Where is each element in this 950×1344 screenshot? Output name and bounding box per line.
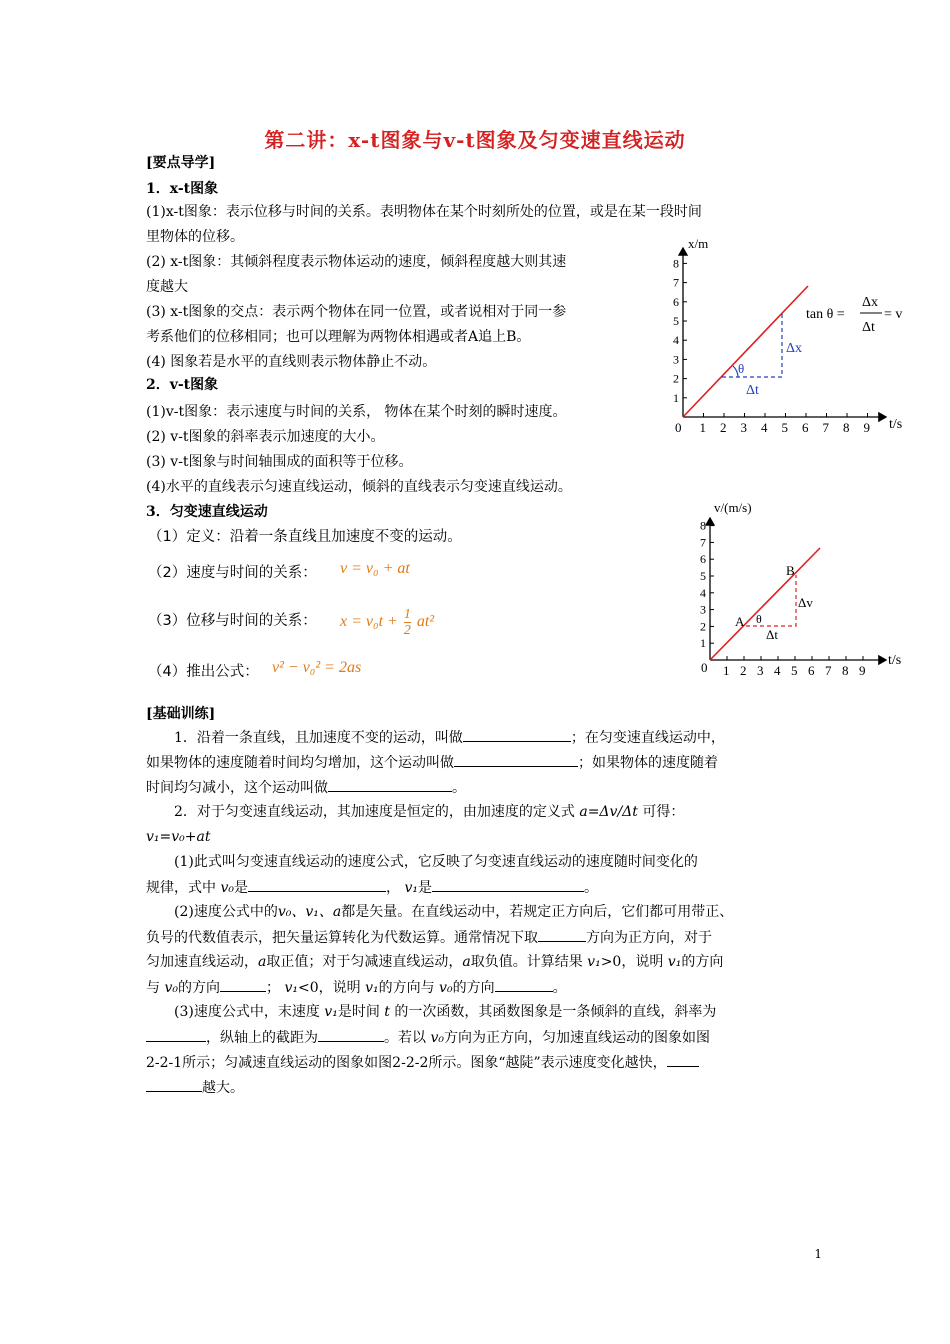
xt-tan-den: Δt [862, 320, 875, 335]
xt-x-tick-label: 7 [822, 420, 829, 435]
xt-y-tick-label: 2 [673, 371, 679, 386]
q2-2-line1: (2)速度公式中的v₀、v₁、a都是矢量。在直线运动中，若规定正方向后，它们都可用带正、 [174, 904, 734, 920]
q2-line1: 2．对于匀变速直线运动，其加速度是恒定的，由加速度的定义式 a=Δv/Δt 可得： [174, 804, 685, 820]
vt-x-tick-label: 4 [774, 663, 781, 678]
section-basic-training: [基础训练] [146, 706, 216, 722]
vt-p3: (3) v-t图象与时间轴围成的面积等于位移。 [146, 454, 413, 470]
xt-x-tick-label: 2 [720, 420, 727, 435]
page-number: 1 [814, 1247, 822, 1261]
xt-y-tick-label: 3 [673, 352, 679, 367]
vt-y-tick-label: 8 [700, 518, 706, 533]
xt-p3b: 考系他们的位移相同；也可以理解为两物体相遇或者A追上B。 [146, 329, 531, 345]
ua-displacement-label: （3）位移与时间的关系： [148, 613, 317, 629]
xt-origin: 0 [675, 420, 682, 435]
vt-y-tick-label: 5 [700, 569, 706, 583]
vt-y-tick-label: 4 [700, 585, 706, 600]
vt-x-tick-label: 5 [791, 663, 798, 678]
xt-x-tick-label: 8 [843, 420, 850, 435]
xt-p3a: (3) x-t图象的交点：表示两个物体在同一位置，或者说相对于同一参 [146, 304, 567, 320]
xt-p1a: (1)x-t图象：表示位移与时间的关系。表明物体在某个时刻所处的位置，或是在某一段时间 [146, 204, 702, 220]
vt-theta: θ [756, 612, 762, 626]
vt-triangle [746, 575, 796, 626]
heading-xt: 1．x-t图象 [146, 181, 219, 197]
formula-velocity: v = v₀ + at [340, 560, 410, 577]
xt-p4: (4) 图象若是水平的直线则表示物体静止不动。 [146, 354, 437, 370]
vt-p1: (1)v-t图象：表示速度与时间的关系， 物体在某个时刻的瞬时速度。 [146, 404, 567, 420]
q2-1-line2: 规律，式中 v₀是 ， v₁是 。 [146, 877, 598, 898]
q2-2-line2: 负号的代数值表示，把矢量运算转化为代数运算。通常情况下取 方向为正方向，对于 [146, 927, 712, 948]
xt-graph [660, 236, 920, 436]
xt-y-tick-label: 1 [673, 390, 679, 405]
xt-tan-lhs: tan θ = [806, 307, 845, 322]
vt-y-tick-label: 6 [700, 552, 706, 567]
vt-point-a: A [735, 614, 745, 629]
heading-vt: 2．v-t图象 [146, 377, 219, 393]
ua-velocity-time-label: （2）速度与时间的关系： [148, 565, 317, 581]
vt-y-tick-label: 7 [700, 535, 706, 550]
formula-displacement: x = v₀t + $\frac{1}{2}$ at² [340, 607, 435, 638]
q2-3-line2: ，纵轴上的截距为 。若以 v₀方向为正方向，匀加速直线运动的图象如图 [146, 1027, 710, 1048]
q2-3-line4: 越大。 [146, 1077, 244, 1098]
heading-uniform-accel: 3．匀变速直线运动 [146, 504, 268, 520]
vt-x-tick-label: 8 [842, 663, 849, 678]
q2-2-line3: 匀加速直线运动，a取正值；对于匀减速直线运动，a取负值。计算结果 v₁>0，说明 v₁的方向 [146, 954, 724, 970]
xt-dt: Δt [746, 383, 759, 398]
ua-definition: （1）定义：沿着一条直线且加速度不变的运动。 [148, 529, 462, 545]
xt-p2a: (2) x-t图象：其倾斜程度表示物体运动的速度，倾斜程度越大则其速 [146, 254, 567, 270]
ua-derived-label: （4）推出公式： [148, 664, 259, 680]
q1-line2: 如果物体的速度随着时间均匀增加，这个运动叫做 ；如果物体的速度随着 [146, 752, 718, 773]
xt-tan-rhs: = v [884, 307, 903, 322]
q1-line3: 时间均匀减小，这个运动叫做 。 [146, 777, 466, 798]
xt-x-tick-label: 5 [781, 420, 788, 435]
vt-y-tick-label: 3 [700, 602, 706, 617]
formula-derived: v² − v₀² = 2as [272, 659, 362, 676]
xt-p1b: 里物体的位移。 [146, 229, 244, 245]
xt-x-tick-label: 1 [699, 420, 706, 435]
page-title: 第二讲：x-t图象与v-t图象及匀变速直线运动 [264, 128, 686, 152]
q2-3-line1: (3)速度公式中，末速度 v₁是时间 t 的一次函数，其函数图象是一条倾斜的直线，斜率为 [174, 1004, 717, 1020]
xt-tan-num: Δx [862, 295, 879, 310]
xt-y-label: x/m [688, 236, 709, 251]
q2-3-line3: 2-2-1所示；匀减速直线运动的图象如图2-2-2所示。图象“越陡”表示速度变化越快， [146, 1052, 699, 1073]
q2-2-line4: 与 v₀的方向 ； v₁<0，说明 v₁的方向与 v₀的方向 。 [146, 977, 567, 998]
vt-p2: (2) v-t图象的斜率表示加速度的大小。 [146, 429, 385, 445]
vt-point-b: B [786, 563, 795, 578]
xt-x-tick-label: 9 [863, 420, 870, 435]
xt-y-tick-label: 7 [673, 275, 679, 290]
xt-x-tick-label: 3 [740, 420, 747, 435]
q2-line2: v₁=v₀+at [146, 829, 211, 845]
vt-x-tick-label: 2 [740, 663, 747, 678]
vt-p4: (4)水平的直线表示匀速直线运动，倾斜的直线表示匀变速直线运动。 [146, 479, 572, 495]
vt-y-label: v/(m/s) [714, 500, 752, 515]
vt-origin: 0 [701, 660, 708, 675]
vt-y-tick-label: 2 [700, 619, 706, 634]
vt-x-tick-label: 1 [723, 663, 730, 678]
xt-p2b: 度越大 [146, 279, 188, 295]
xt-y-tick-label: 8 [673, 256, 679, 271]
xt-dx: Δx [786, 341, 803, 356]
vt-y-tick-label: 1 [700, 636, 706, 651]
xt-theta: θ [738, 361, 745, 376]
vt-x-tick-label: 6 [808, 663, 815, 678]
xt-x-tick-label: 6 [802, 420, 809, 435]
vt-x-tick-label: 7 [825, 663, 832, 678]
xt-x-label: t/s [889, 417, 903, 432]
vt-x-tick-label: 3 [757, 663, 764, 678]
vt-dv: Δv [798, 595, 813, 610]
vt-graph [690, 496, 920, 680]
xt-y-tick-label: 6 [673, 294, 679, 309]
xt-x-tick-label: 4 [761, 420, 768, 435]
q1-line1: 1．沿着一条直线，且加速度不变的运动，叫做 ；在匀变速直线运动中， [174, 727, 725, 748]
vt-x-tick-label: 9 [859, 663, 866, 678]
vt-x-label: t/s [888, 653, 902, 668]
vt-dt: Δt [766, 627, 778, 642]
xt-y-tick-label: 5 [673, 314, 679, 328]
q2-1-line1: (1)此式叫匀变速直线运动的速度公式，它反映了匀变速直线运动的速度随时间变化的 [174, 854, 698, 870]
section-key-points: [要点导学] [146, 155, 216, 171]
xt-y-tick-label: 4 [673, 333, 679, 348]
